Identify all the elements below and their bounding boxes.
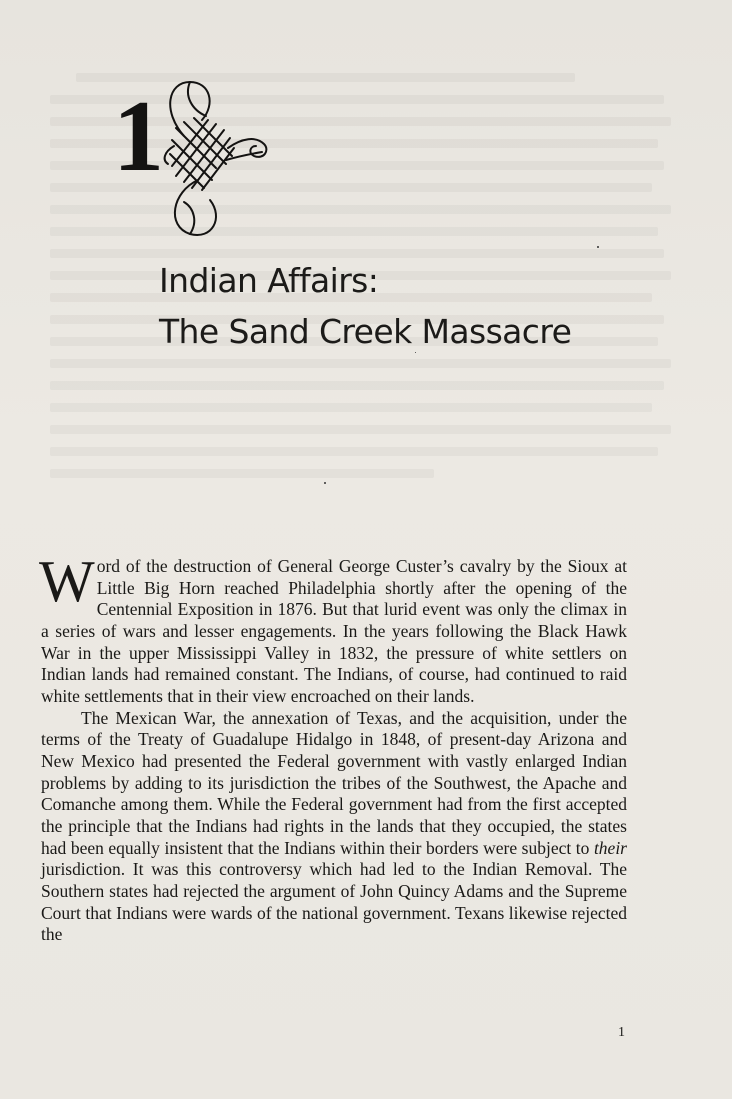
page-number: 1	[618, 1025, 625, 1040]
body-text	[39, 548, 627, 946]
paragraph-2	[41, 708, 627, 946]
paper-speck	[324, 482, 326, 484]
paper-speck	[597, 246, 599, 248]
chapter-title	[159, 255, 679, 357]
chapter-title-line-1: Indian Affairs:	[159, 261, 379, 300]
paragraph-1-text: ord of the destruction of General George Custer’s cavalry by the Sioux at Little Big Horn reached Philadelphia shortly after the opening of the Centennial Exposition in 1876. But that lurid event was only the climax in a series of wars and lesser engagements. In the years following the Black Hawk War in the upper Mississippi Valley in 1832, the pressure of white settlers on Indian lands had remained constant. The Indians, of course, had continued to raid white settlements that in their view encroached on their lands.	[41, 556, 627, 706]
chapter-heading-ornament	[108, 76, 268, 246]
paragraph-2-text-before: The Mexican War, the annexation of Texas, and the acquisition, under the terms of the Treaty of Guadalupe Hidalgo in 1848, of present-day Arizona and New Mexico had presented the Federal government with vastly enlarged Indian problems by adding to its jurisdiction the tribes of the Southwest, the Apache and Comanche among them. While the Federal government had from the first accepted the principle that the Indians had rights in the lands that they occupied, the states had been equally insistent that the Indians within their borders were subject to	[41, 707, 627, 858]
chapter-number: 1	[113, 80, 164, 193]
paragraph-2-emphasis: their	[593, 837, 627, 858]
paragraph-1	[39, 548, 627, 708]
chapter-title-line-2: The Sand Creek Massacre	[159, 312, 572, 351]
calligraphic-flourish-icon	[154, 76, 274, 241]
paper-speck	[415, 352, 416, 353]
paragraph-2-text-after: jurisdiction. It was this controversy which had led to the Indian Removal. The Southern states had rejected the argument of John Quincy Adams and the Supreme Court that Indians were wards of the national government. Texans likewise rejected the	[41, 859, 627, 945]
drop-cap: W	[39, 548, 95, 614]
